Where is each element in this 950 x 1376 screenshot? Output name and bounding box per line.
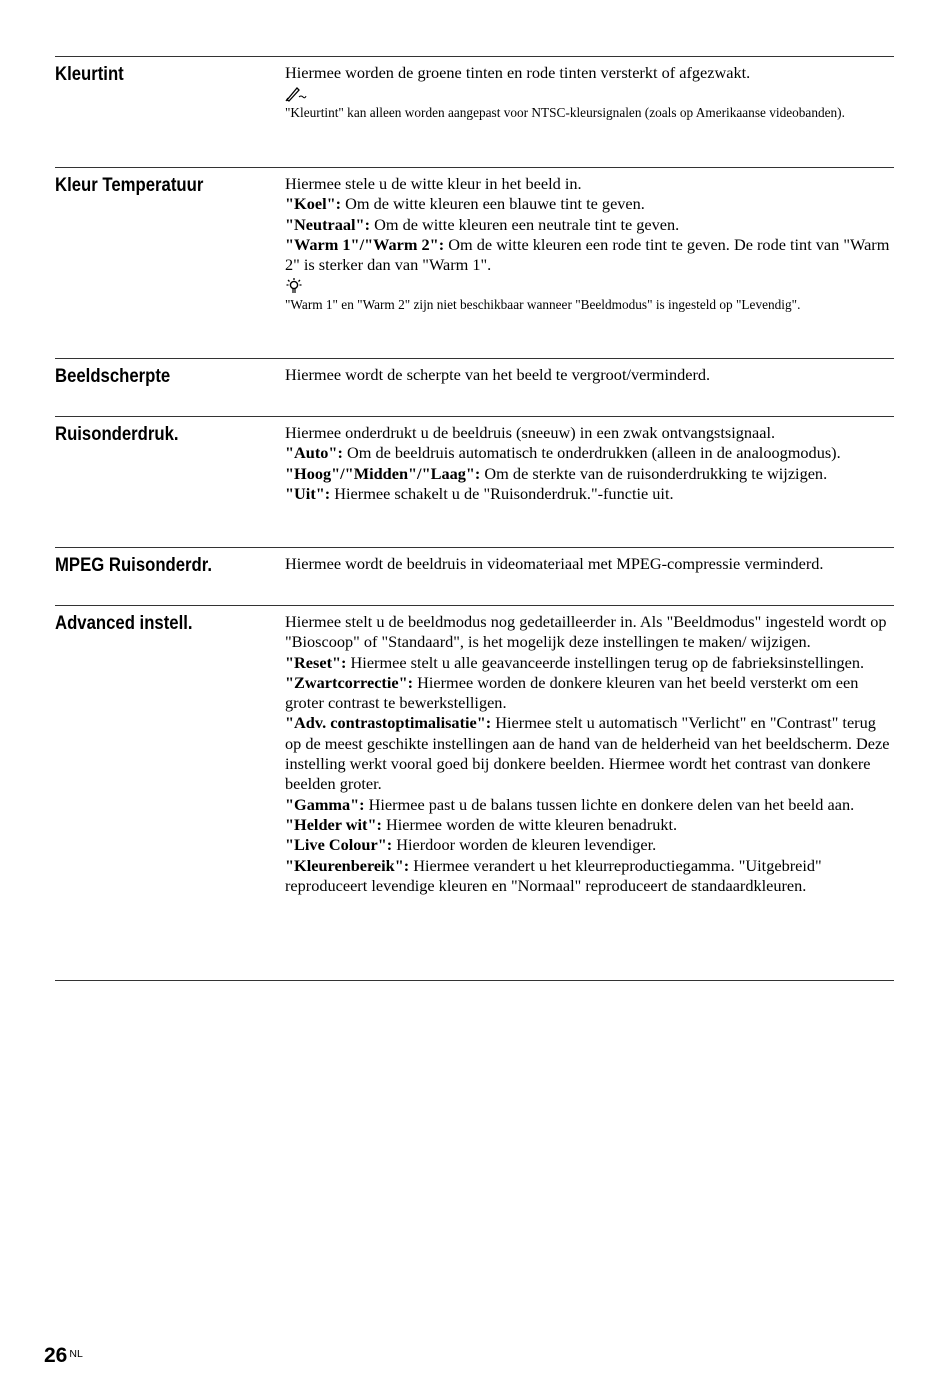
- option-item: [285, 194, 894, 214]
- page-footer: [44, 1344, 83, 1368]
- option-item: [285, 215, 894, 235]
- option-text: Om de witte kleuren een neutrale tint te geven.: [370, 214, 680, 234]
- option-label: "Uit":: [285, 483, 331, 503]
- option-label: "Koel":: [285, 194, 342, 214]
- pencil-note-icon: [285, 84, 307, 104]
- term-label: Advanced instell.: [55, 613, 193, 634]
- option-item: [285, 235, 894, 276]
- note-text: "Kleurtint" kan alleen worden aangepast voor NTSC-kleursignalen (zoals op Amerikaanse videobanden).: [285, 105, 845, 121]
- option-label: "Auto":: [285, 443, 343, 463]
- table-row-kleur-temperatuur: [55, 167, 894, 358]
- option-label: "Helder wit":: [285, 814, 382, 834]
- term-description: [285, 606, 894, 980]
- description-intro: Hiermee wordt de scherpte van het beeld te vergroot/verminderd.: [285, 365, 711, 384]
- option-item: [285, 464, 894, 484]
- table-row-ruisonderdruk: [55, 416, 894, 547]
- option-text: Om de sterkte van de ruisonderdrukking te wijzigen.: [480, 463, 828, 483]
- option-item: [285, 713, 894, 794]
- term-description: [285, 168, 894, 358]
- tip-lightbulb-icon: [285, 276, 303, 296]
- term-label: Ruisonderdruk.: [55, 424, 179, 445]
- description-intro: Hiermee wordt de beeldruis in videomateriaal met MPEG-compressie verminderd.: [285, 554, 824, 573]
- option-text: Hiermee schakelt u de "Ruisonderdruk."-functie uit.: [330, 483, 674, 503]
- option-item: [285, 795, 894, 815]
- term-description: [285, 359, 894, 416]
- note-text: "Warm 1" en "Warm 2" zijn niet beschikbaar wanneer "Beeldmodus" is ingesteld op "Levendig".: [285, 297, 801, 313]
- option-label: "Hoog"/"Midden"/"Laag":: [285, 463, 481, 483]
- term-description: [285, 417, 894, 547]
- option-label: "Adv. contrastoptimalisatie":: [285, 713, 492, 733]
- option-text: Hierdoor worden de kleuren levendiger.: [392, 835, 657, 855]
- term-description: [285, 548, 894, 605]
- option-text: Hiermee stelt u automatisch "Verlicht" en "Contrast" terug op de meest geschikte instellingen aan de hand van de helderheid van het beeldscherm. Deze instelling werkt vooral goed bij donkere beelden. Hiermee wordt het contrast van donkere beelden groter.: [285, 713, 890, 794]
- option-text: Om de witte kleuren een blauwe tint te geven.: [341, 194, 645, 214]
- term-description: [285, 57, 894, 167]
- option-text: Om de witte kleuren een rode tint te geven. De rode tint van "Warm 2" is sterker dan van "Warm 1".: [285, 234, 890, 275]
- option-item: [285, 835, 894, 855]
- option-item: [285, 815, 894, 835]
- option-item: [285, 673, 894, 714]
- description-intro: Hiermee stelt u de beeldmodus nog gedetailleerder in. Als "Beeldmodus" ingesteld wordt op "Bioscoop" of "Standaard", is het mogelijk deze instellingen te maken/ wijzigen.: [285, 612, 887, 652]
- term-label: Beeldscherpte: [55, 366, 171, 387]
- option-label: "Neutraal":: [285, 214, 370, 234]
- option-item: [285, 443, 894, 463]
- option-text: Hiermee past u de balans tussen lichte en donkere delen van het beeld aan.: [364, 794, 855, 814]
- option-text: Hiermee stelt u alle geavanceerde instellingen terug op de fabrieksinstellingen.: [346, 652, 865, 672]
- option-label: "Warm 1"/"Warm 2":: [285, 234, 445, 254]
- option-item: [285, 856, 894, 897]
- term-label: Kleur Temperatuur: [55, 175, 204, 196]
- option-label: "Zwartcorrectie":: [285, 672, 414, 692]
- option-item: [285, 484, 894, 504]
- table-row-advanced-instell: [55, 605, 894, 981]
- option-text: Hiermee worden de donkere kleuren van het beeld versterkt om een groter contrast te bewerkstelligen.: [285, 672, 859, 713]
- term-label: MPEG Ruisonderdr.: [55, 555, 213, 576]
- table-row-mpeg-ruisonderdr: [55, 547, 894, 605]
- option-label: "Gamma":: [285, 794, 365, 814]
- page-number: 26: [44, 1344, 68, 1367]
- description-intro: Hiermee onderdrukt u de beeldruis (sneeuw) in een zwak ontvangstsignaal.: [285, 423, 776, 442]
- option-text: Hiermee verandert u het kleurreproductiegamma. "Uitgebreid" reproduceert levendige kleuren en "Normaal" reproduceert de standaardkleuren.: [285, 855, 822, 895]
- description-intro: Hiermee stele u de witte kleur in het beeld in.: [285, 174, 582, 193]
- settings-table: [55, 56, 894, 981]
- option-item: [285, 653, 894, 673]
- language-code: NL: [69, 1348, 83, 1360]
- option-label: "Live Colour":: [285, 835, 393, 855]
- option-label: "Reset":: [285, 652, 347, 672]
- option-text: Hiermee worden de witte kleuren benadrukt.: [381, 814, 678, 834]
- table-row-beeldscherpte: [55, 358, 894, 416]
- term-label: Kleurtint: [55, 64, 124, 85]
- option-text: Om de beeldruis automatisch te onderdrukken (alleen in de analoogmodus).: [342, 443, 841, 463]
- option-label: "Kleurenbereik":: [285, 855, 410, 875]
- table-row-kleurtint: [55, 56, 894, 167]
- description-text: Hiermee worden de groene tinten en rode tinten versterkt of afgezwakt.: [285, 63, 751, 82]
